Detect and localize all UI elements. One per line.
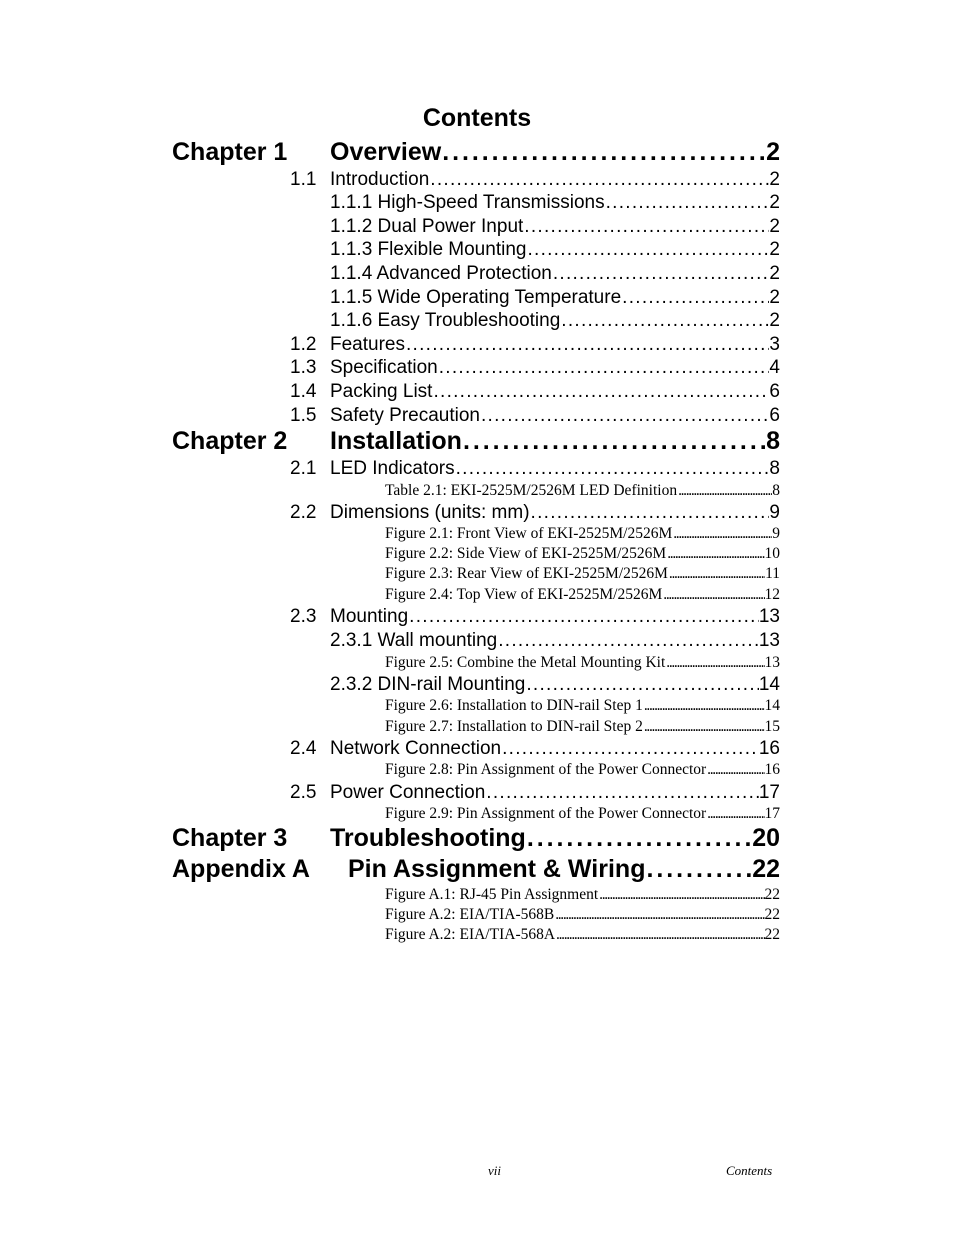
- section-title: Mounting: [330, 606, 409, 627]
- section-page-number: 2: [769, 287, 780, 308]
- chapter-entry[interactable]: [330, 427, 780, 456]
- leader-dots: [462, 427, 766, 456]
- figure-page-number: 11: [765, 565, 780, 582]
- figure-page-number: 12: [764, 586, 780, 603]
- section-page-number: 14: [758, 674, 780, 695]
- leader-dots: [554, 906, 764, 924]
- section-page-number: 9: [769, 502, 780, 523]
- section-entry[interactable]: [330, 310, 780, 332]
- section-title: Packing List: [330, 381, 433, 402]
- leader-dots: [432, 381, 769, 403]
- figure-title: Figure A.1: RJ-45 Pin Assignment: [385, 886, 599, 903]
- figure-title: Figure A.2: EIA/TIA-568A: [385, 926, 556, 943]
- leader-dots: [665, 654, 764, 672]
- section-number: 2.4: [290, 738, 317, 759]
- section-title: 2.3.1 Wall mounting: [330, 630, 498, 651]
- chapter-page-number: 22: [752, 855, 780, 883]
- section-entry[interactable]: [330, 630, 780, 652]
- section-entry[interactable]: [330, 606, 780, 628]
- figure-page-number: 9: [772, 525, 780, 542]
- figure-entry[interactable]: [385, 586, 780, 604]
- section-page-number: 2: [769, 239, 780, 260]
- leader-dots: [605, 192, 770, 214]
- chapter-label: Chapter 1: [172, 138, 288, 166]
- section-number: 1.2: [290, 334, 317, 355]
- figure-title: Figure A.2: EIA/TIA-568B: [385, 906, 555, 923]
- figure-page-number: 22: [764, 886, 780, 903]
- figure-title: Figure 2.8: Pin Assignment of the Power Connector: [385, 761, 707, 778]
- section-entry[interactable]: [330, 458, 780, 480]
- section-title: Safety Precaution: [330, 405, 480, 426]
- section-page-number: 2: [769, 216, 780, 237]
- chapter-label: Chapter 3: [172, 824, 288, 852]
- leader-dots: [485, 782, 759, 804]
- figure-page-number: 22: [764, 926, 780, 943]
- leader-dots: [526, 239, 769, 261]
- leader-dots: [666, 545, 764, 563]
- leader-dots: [560, 310, 769, 332]
- footer-page-number: vii: [488, 1163, 501, 1178]
- chapter-entry[interactable]: [330, 824, 780, 853]
- figure-entry[interactable]: [385, 718, 780, 736]
- section-page-number: 16: [758, 738, 780, 759]
- page-title: Contents: [422, 104, 532, 132]
- leader-dots: [525, 674, 758, 696]
- section-entry[interactable]: [330, 381, 780, 403]
- section-page-number: 13: [758, 606, 780, 627]
- chapter-page-number: 8: [766, 427, 780, 455]
- section-page-number: 2: [769, 263, 780, 284]
- leader-dots: [643, 697, 765, 715]
- section-number: 2.5: [290, 782, 317, 803]
- chapter-label: Chapter 2: [172, 427, 288, 455]
- figure-title: Figure 2.9: Pin Assignment of the Power Connector: [385, 805, 707, 822]
- section-entry[interactable]: [330, 192, 780, 214]
- leader-dots: [706, 805, 764, 823]
- section-number: 2.2: [290, 502, 317, 523]
- leader-dots: [523, 216, 769, 238]
- section-title: Introduction: [330, 169, 430, 190]
- section-title: Features: [330, 334, 405, 355]
- section-page-number: 6: [769, 405, 780, 426]
- figure-entry[interactable]: [385, 805, 780, 823]
- figure-title: Figure 2.2: Side View of EKI-2525M/2526M: [385, 545, 667, 562]
- chapter-title: Troubleshooting: [330, 824, 526, 852]
- section-title: LED Indicators: [330, 458, 455, 479]
- section-title: Power Connection: [330, 782, 486, 803]
- leader-dots: [555, 926, 764, 944]
- section-entry[interactable]: [330, 674, 780, 696]
- figure-title: Table 2.1: EKI-2525M/2526M LED Definition: [385, 482, 678, 499]
- section-title: 1.1.1 High-Speed Transmissions: [330, 192, 605, 213]
- section-number: 2.3: [290, 606, 317, 627]
- leader-dots: [662, 586, 764, 604]
- figure-page-number: 22: [764, 906, 780, 923]
- leader-dots: [668, 565, 765, 583]
- chapter-title: Overview: [330, 138, 442, 166]
- section-entry[interactable]: [330, 239, 780, 261]
- section-page-number: 3: [769, 334, 780, 355]
- section-title: Dimensions (units: mm): [330, 502, 530, 523]
- section-entry[interactable]: [330, 405, 780, 427]
- section-entry[interactable]: [330, 357, 780, 379]
- section-number: 1.1: [290, 169, 317, 190]
- section-title: 1.1.3 Flexible Mounting: [330, 239, 527, 260]
- section-entry[interactable]: [330, 263, 780, 285]
- figure-page-number: 8: [772, 482, 780, 499]
- figure-entry[interactable]: [385, 525, 780, 543]
- figure-title: Figure 2.7: Installation to DIN-rail Step 2: [385, 718, 643, 735]
- leader-dots: [438, 357, 770, 379]
- leader-dots: [645, 855, 752, 884]
- leader-dots: [677, 482, 772, 500]
- leader-dots: [441, 138, 766, 167]
- figure-page-number: 14: [764, 697, 780, 714]
- section-title: 1.1.2 Dual Power Input: [330, 216, 524, 237]
- section-number: 1.4: [290, 381, 317, 402]
- leader-dots: [501, 738, 759, 760]
- figure-page-number: 10: [764, 545, 780, 562]
- figure-entry[interactable]: [385, 482, 780, 500]
- figure-page-number: 16: [764, 761, 780, 778]
- figure-entry[interactable]: [385, 697, 780, 715]
- section-title: 1.1.5 Wide Operating Temperature: [330, 287, 622, 308]
- figure-page-number: 13: [764, 654, 780, 671]
- leader-dots: [480, 405, 769, 427]
- figure-title: Figure 2.3: Rear View of EKI-2525M/2526M: [385, 565, 668, 582]
- chapter-label: Appendix A: [172, 855, 310, 883]
- leader-dots: [497, 630, 759, 652]
- section-page-number: 13: [758, 630, 780, 651]
- figure-entry[interactable]: [385, 926, 780, 944]
- section-entry[interactable]: [330, 334, 780, 356]
- section-page-number: 2: [769, 169, 780, 190]
- figure-page-number: 15: [764, 718, 780, 735]
- leader-dots: [455, 458, 770, 480]
- chapter-entry[interactable]: [348, 855, 780, 884]
- leader-dots: [408, 606, 759, 628]
- section-entry[interactable]: [330, 169, 780, 191]
- section-title: 1.1.4 Advanced Protection: [330, 263, 552, 284]
- section-entry[interactable]: [330, 216, 780, 238]
- section-page-number: 8: [769, 458, 780, 479]
- figure-title: Figure 2.1: Front View of EKI-2525M/2526M: [385, 525, 673, 542]
- section-page-number: 2: [769, 310, 780, 331]
- figure-entry[interactable]: [385, 545, 780, 563]
- figure-entry[interactable]: [385, 565, 780, 583]
- chapter-page-number: 20: [752, 824, 780, 852]
- leader-dots: [530, 502, 770, 524]
- figure-page-number: 17: [764, 805, 780, 822]
- section-number: 1.3: [290, 357, 317, 378]
- figure-entry[interactable]: [385, 761, 780, 779]
- leader-dots: [552, 263, 770, 285]
- leader-dots: [621, 287, 769, 309]
- section-entry[interactable]: [330, 738, 780, 760]
- leader-dots: [526, 824, 752, 853]
- chapter-page-number: 2: [766, 138, 780, 166]
- figure-entry[interactable]: [385, 906, 780, 924]
- chapter-title: Pin Assignment & Wiring: [348, 855, 646, 883]
- section-title: Network Connection: [330, 738, 502, 759]
- section-title: Specification: [330, 357, 438, 378]
- section-entry[interactable]: [330, 782, 780, 804]
- section-title: 1.1.6 Easy Troubleshooting: [330, 310, 561, 331]
- section-entry[interactable]: [330, 502, 780, 524]
- section-number: 1.5: [290, 405, 317, 426]
- leader-dots: [672, 525, 772, 543]
- section-page-number: 17: [758, 782, 780, 803]
- footer-section-name: Contents: [726, 1163, 773, 1178]
- leader-dots: [429, 169, 769, 191]
- figure-title: Figure 2.5: Combine the Metal Mounting Kit: [385, 654, 666, 671]
- leader-dots: [706, 761, 764, 779]
- leader-dots: [405, 334, 769, 356]
- figure-title: Figure 2.6: Installation to DIN-rail Step 1: [385, 697, 643, 714]
- section-entry[interactable]: [330, 287, 780, 309]
- figure-title: Figure 2.4: Top View of EKI-2525M/2526M: [385, 586, 663, 603]
- section-title: 2.3.2 DIN-rail Mounting: [330, 674, 526, 695]
- figure-entry[interactable]: [385, 654, 780, 672]
- figure-entry[interactable]: [385, 886, 780, 904]
- leader-dots: [598, 886, 764, 904]
- section-number: 2.1: [290, 458, 317, 479]
- section-page-number: 2: [769, 192, 780, 213]
- chapter-entry[interactable]: [330, 138, 780, 167]
- leader-dots: [643, 718, 765, 736]
- section-page-number: 4: [769, 357, 780, 378]
- chapter-title: Installation: [330, 427, 462, 455]
- section-page-number: 6: [769, 381, 780, 402]
